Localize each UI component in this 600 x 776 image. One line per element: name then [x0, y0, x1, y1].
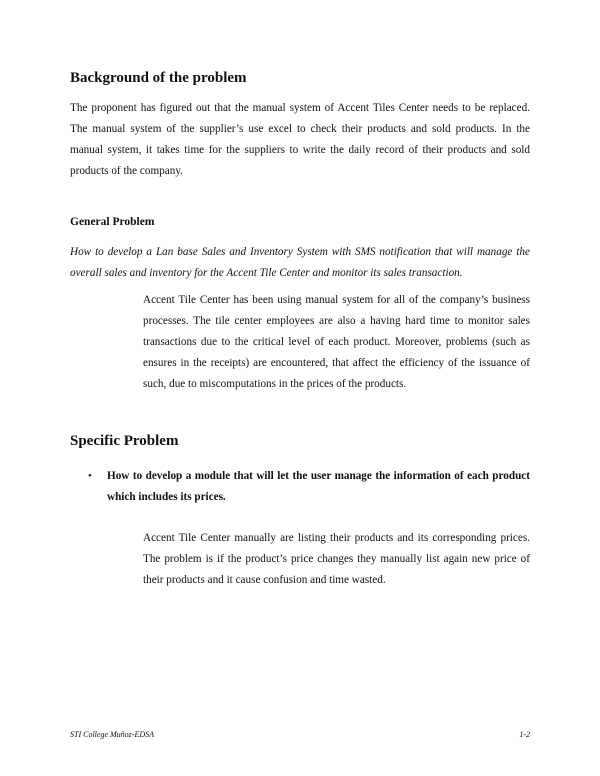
general-problem-question: How to develop a Lan base Sales and Inventory System with SMS notification that will manage the overall sales and inventory for the Accent Tile Center and monitor its sales transaction.: [70, 246, 530, 279]
bullet-icon: •: [88, 470, 92, 482]
background-paragraph: The proponent has figured out that the manual system of Accent Tiles Center needs to be replaced. The manual system of the supplier’s use excel to check their products and sold products. In the manual system, it takes time for the suppliers to write the daily record of their products and sold products of the company.: [70, 102, 530, 177]
footer-institution: STI College Muñoz-EDSA: [70, 730, 154, 739]
background-heading: Background of the problem: [70, 70, 247, 86]
specific-problem-explanation: Accent Tile Center manually are listing their products and its corresponding prices. The problem is if the product’s price changes they manually list again new price of their products and it cause confusion and time wasted.: [143, 532, 530, 586]
footer-page-number: 1-2: [519, 730, 530, 739]
specific-problem-heading: Specific Problem: [70, 433, 179, 449]
specific-problem-question: How to develop a module that will let the user manage the information of each product which includes its prices.: [107, 470, 530, 503]
general-problem-heading: General Problem: [70, 216, 155, 228]
general-problem-explanation: Accent Tile Center has been using manual system for all of the company’s business processes. The tile center employees are also a having hard time to monitor sales transactions due to the critical level of each product. Moreover, problems (such as ensures in the receipts) are encountered, that affect the efficiency of the issuance of such, due to miscomputations in the prices of the products.: [143, 294, 530, 390]
